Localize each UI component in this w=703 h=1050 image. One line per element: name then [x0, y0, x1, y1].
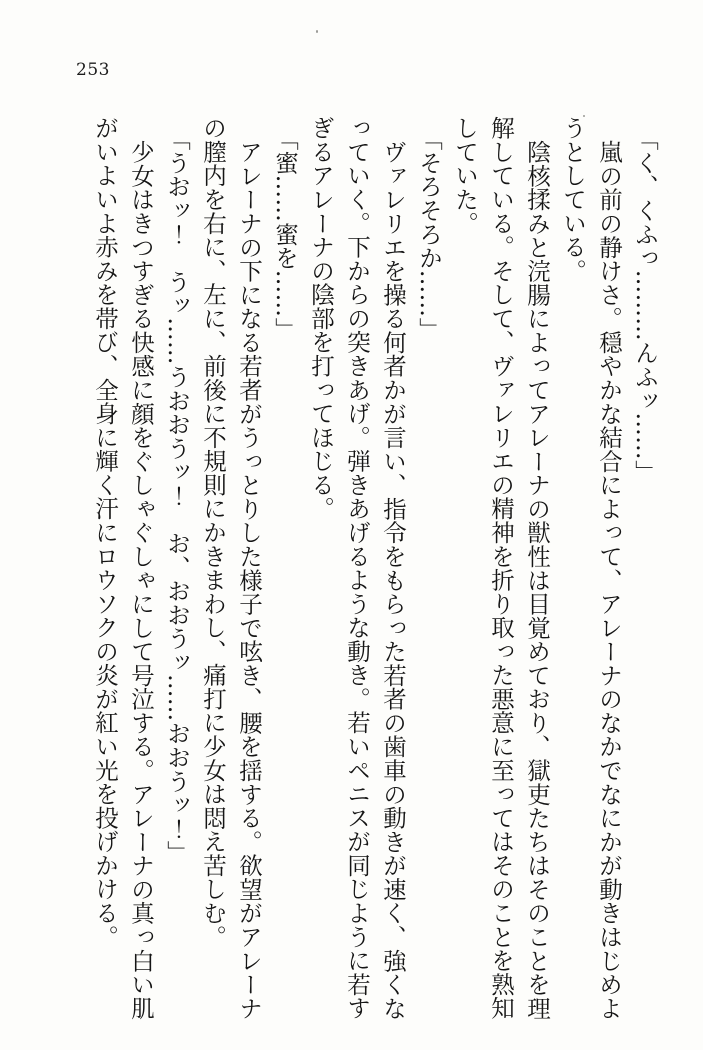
paragraph-narration: 少女はきつすぎる快感に顔をぐしゃぐしゃにして号泣する。アレーナの真っ白い肌がいよいよ赤みを帯び、全身に輝く汗にロウソクの炎が紅い光を投げかける。 — [91, 116, 155, 1020]
paragraph-narration: ヴァレリエを操る何者かが言い、指令をもらった若者の歯車の動きが速く、強くなっていく。下からの突きあげ。弾きあげるような動き。若いペニスが同じように若すぎるアレーナの陰部を打ってほじる。 — [307, 116, 407, 1020]
paragraph-narration: 陰核揉みと浣腸によってアレーナの獣性は目覚めており、獄吏たちはそのことを理解している。そして、ヴァレリエの精神を折り取った悪意に至ってはそのことを熟知していた。 — [451, 116, 551, 1020]
paragraph-dialogue: 「うおッ！ うッ……うおおうッ！ お、おおうッ……おおうッ！」 — [163, 126, 191, 864]
paragraph-narration: アレーナの下になる若者がうっとりした様子で呟き、腰を揺する。欲望がアレーナの膣内を右に、左に、前後に不規則にかきまわし、痛打に少女は悶え苦しむ。 — [199, 116, 263, 1020]
paragraph-dialogue: 「く、くふっ………んふッ……」 — [631, 126, 659, 484]
page-number: 253 — [76, 60, 110, 80]
scan-speck — [316, 30, 318, 33]
paragraph-narration: 嵐の前の静けさ。穏やかな結合によって、アレーナのなかでなにかが動きはじめようとしている。 — [559, 116, 623, 1020]
vertical-text-block — [83, 116, 663, 1028]
paragraph-dialogue: 「そろそろか……」 — [415, 126, 443, 341]
paragraph-dialogue: 「蜜……蜜を……」 — [271, 126, 299, 341]
